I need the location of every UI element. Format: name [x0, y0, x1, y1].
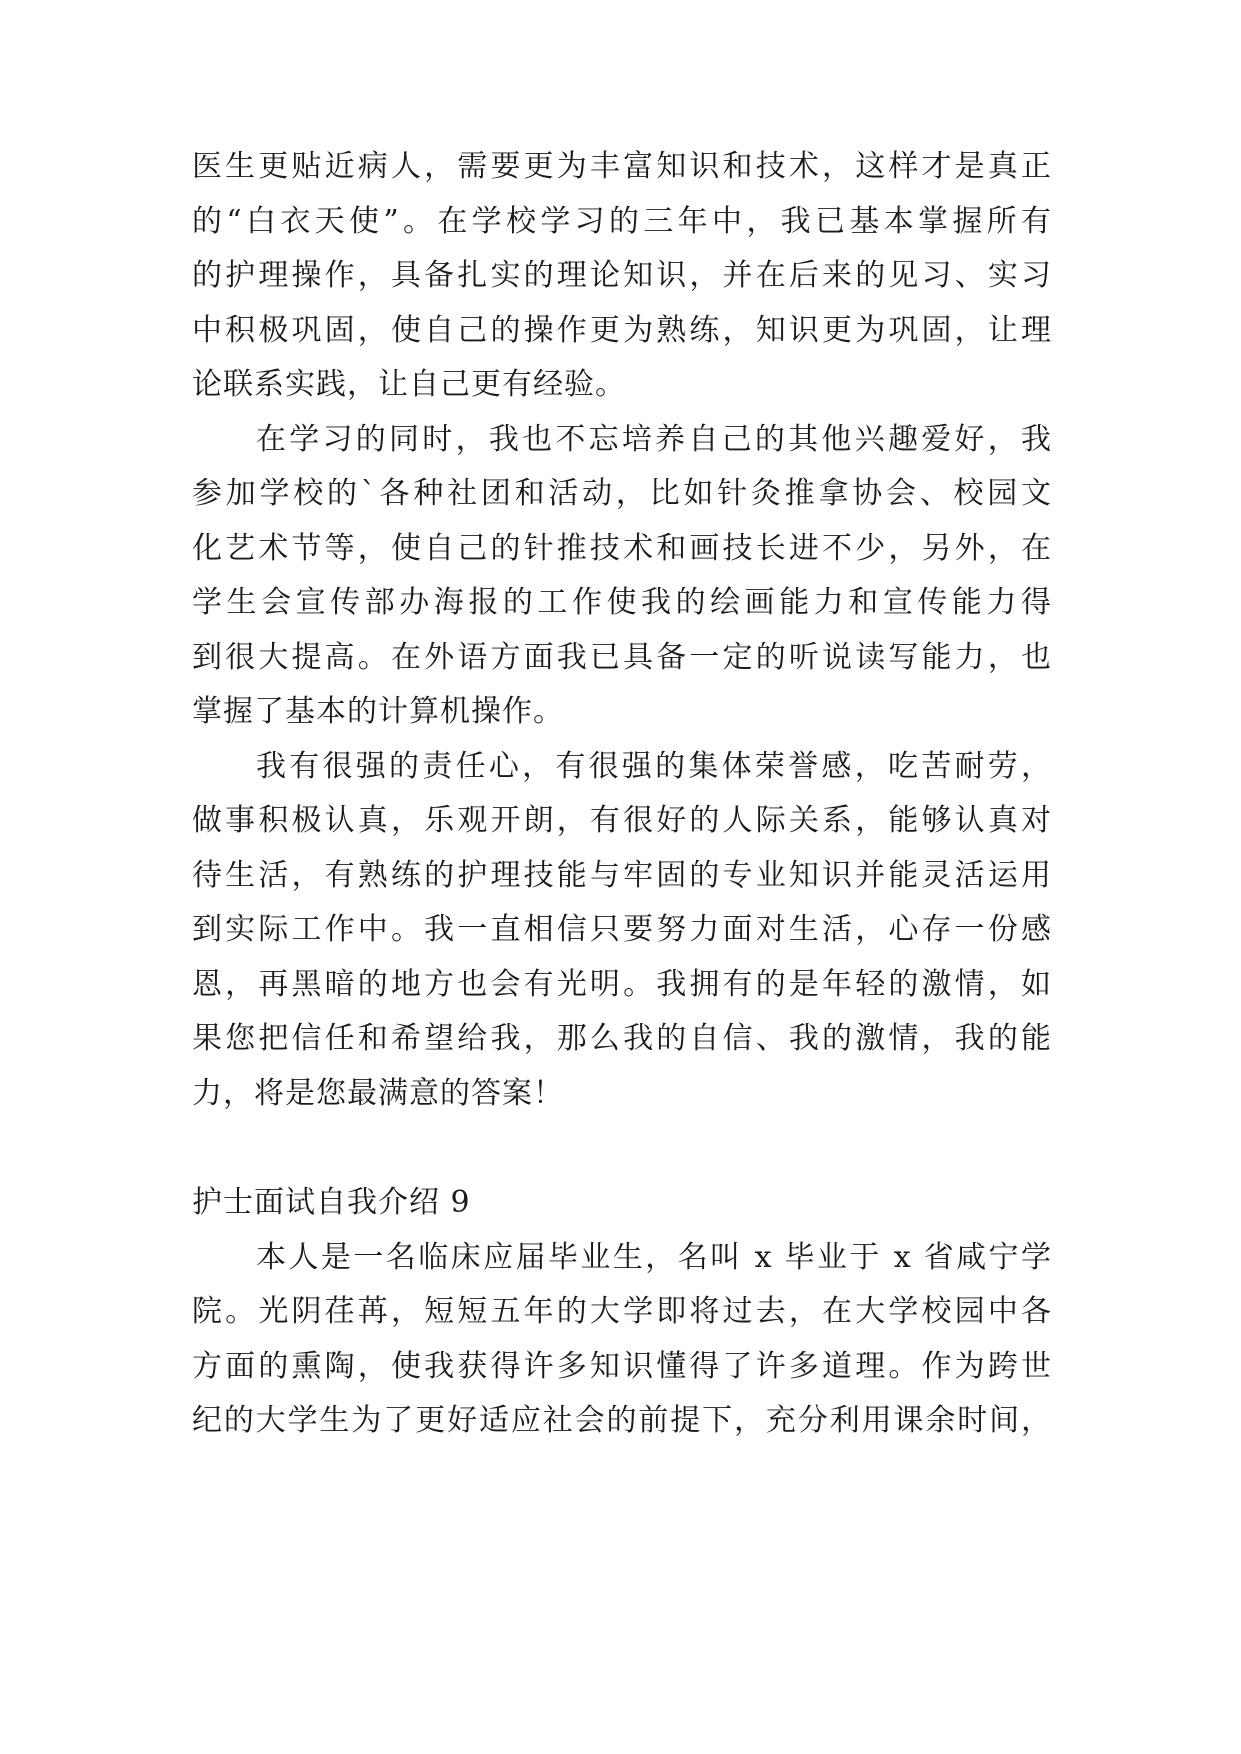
- paragraph-1-line-4: 中积极巩固，使自己的操作更为熟练，知识更为巩固，让理: [192, 313, 1052, 348]
- paragraph-3-line-1: 我有很强的责任心，有很强的集体荣誉感，吃苦耐劳，: [256, 749, 1052, 784]
- paragraph-2-line-4: 学生会宣传部办海报的工作使我的绘画能力和宣传能力得: [192, 585, 1052, 620]
- paragraph-1-line-3: 的护理操作，具备扎实的理论知识，并在后来的见习、实习: [192, 258, 1052, 293]
- paragraph-3-line-5: 恩，再黑暗的地方也会有光明。我拥有的是年轻的激情，如: [192, 967, 1052, 1002]
- paragraph-1-line-2: 的“白衣天使”。在学校学习的三年中，我已基本掌握所有: [192, 204, 1052, 239]
- paragraph-3-line-6: 果您把信任和希望给我，那么我的自信、我的激情，我的能: [192, 1021, 1052, 1056]
- section-paragraph-line-1: 本人是一名临床应届毕业生，名叫 x 毕业于 x 省咸宁学: [256, 1240, 1052, 1275]
- paragraph-3-line-3: 待生活，有熟练的护理技能与牢固的专业知识并能灵活运用: [192, 858, 1052, 893]
- paragraph-1-line-5: 论联系实践，让自己更有经验。: [192, 367, 626, 402]
- section-paragraph-line-2: 院。光阴荏苒，短短五年的大学即将过去，在大学校园中各: [192, 1294, 1052, 1329]
- paragraph-2-line-6: 掌握了基本的计算机操作。: [192, 694, 564, 729]
- paragraph-2-line-2: 参加学校的`各种社团和活动，比如针灸推拿协会、校园文: [192, 476, 1052, 511]
- paragraph-2-line-5: 到很大提高。在外语方面我已具备一定的听说读写能力，也: [192, 640, 1052, 675]
- paragraph-1-line-1: 医生更贴近病人，需要更为丰富知识和技术，这样才是真正: [192, 149, 1052, 184]
- section-paragraph-line-4: 纪的大学生为了更好适应社会的前提下，充分利用课余时间，: [192, 1403, 1052, 1438]
- section-heading: 护士面试自我介绍 9: [192, 1185, 471, 1220]
- section-paragraph-line-3: 方面的熏陶，使我获得许多知识懂得了许多道理。作为跨世: [192, 1349, 1052, 1384]
- paragraph-3-line-4: 到实际工作中。我一直相信只要努力面对生活，心存一份感: [192, 912, 1052, 947]
- paragraph-2-line-3: 化艺术节等，使自己的针推技术和画技长进不少，另外，在: [192, 531, 1052, 566]
- paragraph-2-line-1: 在学习的同时，我也不忘培养自己的其他兴趣爱好，我: [256, 422, 1052, 457]
- paragraph-3-line-7: 力，将是您最满意的答案！: [192, 1076, 564, 1111]
- paragraph-3-line-2: 做事积极认真，乐观开朗，有很好的人际关系，能够认真对: [192, 803, 1052, 838]
